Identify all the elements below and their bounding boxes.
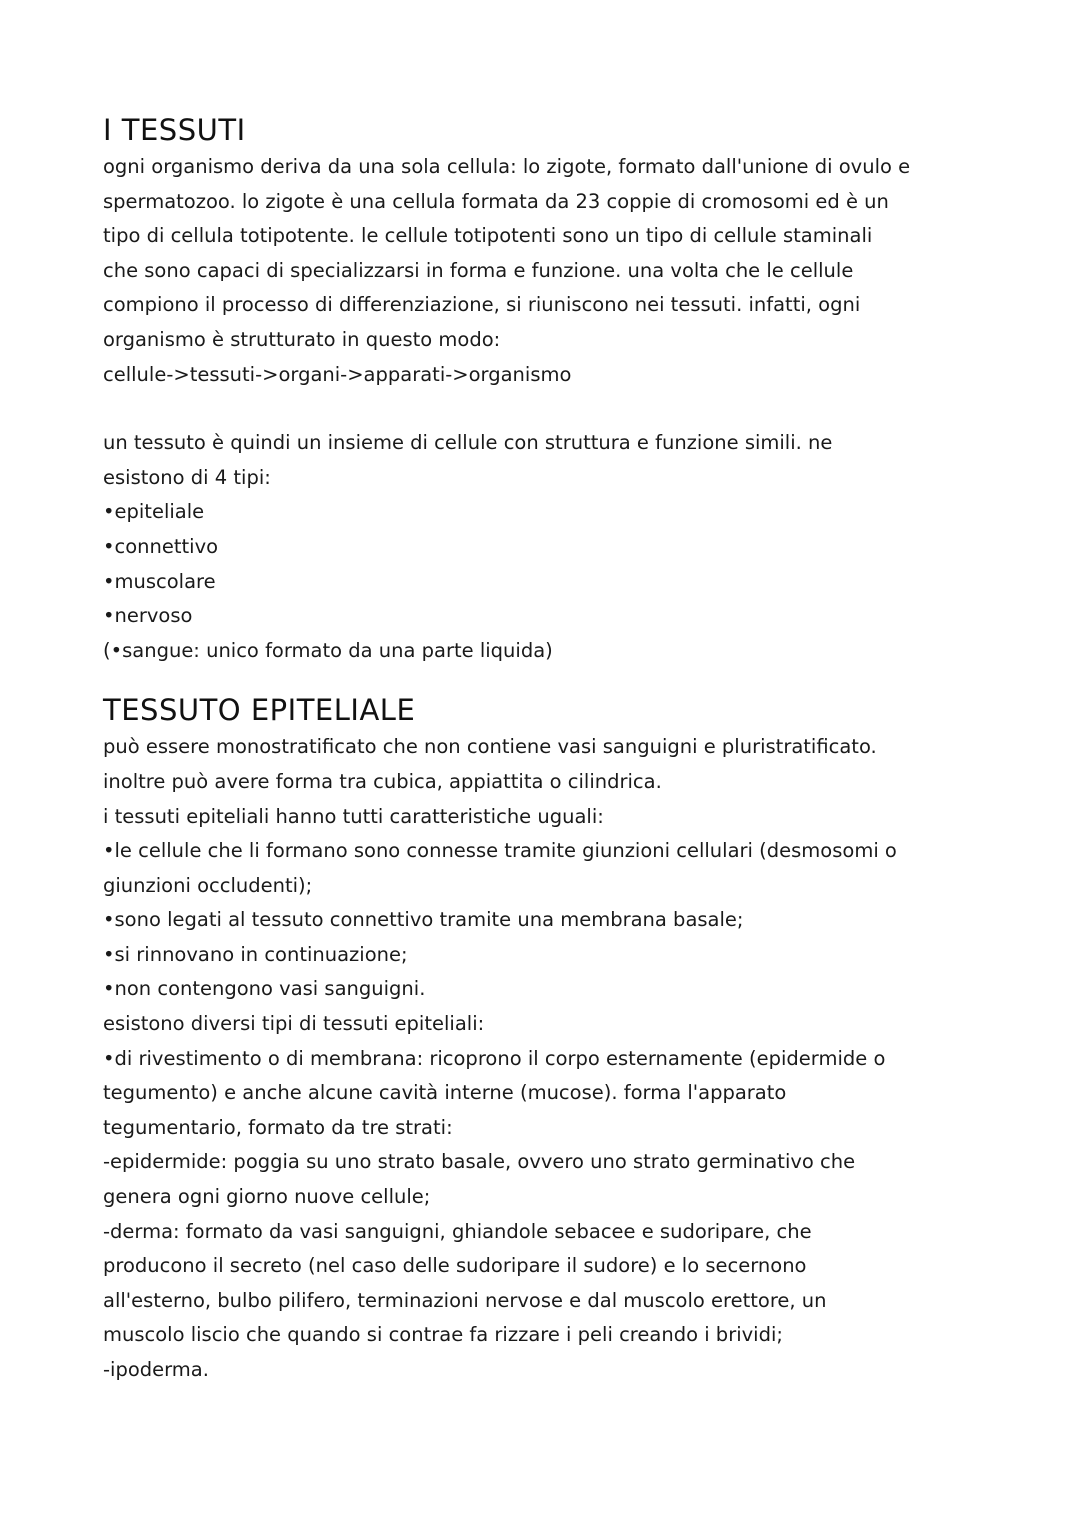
tissue-types-paragraph [103, 426, 983, 668]
text-line: giunzioni occludenti); [103, 873, 313, 897]
text-line: genera ogni giorno nuove cellule; [103, 1185, 431, 1209]
section-spacer [103, 668, 983, 692]
list-item: -derma: formato da vasi sanguigni, ghiandole sebacee e sudoripare, che [103, 1219, 812, 1243]
text-line: muscolo liscio che quando si contrae fa rizzare i peli creando i brividi; [103, 1323, 783, 1347]
list-item: •si rinnovano in continuazione; [103, 942, 408, 966]
text-line: tegumento) e anche alcune cavità interne (mucose). forma l'apparato [103, 1081, 787, 1105]
section-title-tessuto-epiteliale: TESSUTO EPITELIALE [103, 693, 416, 728]
text-line: tegumentario, formato da tre strati: [103, 1115, 453, 1139]
text-line: ogni organismo deriva da una sola cellula: lo zigote, formato dall'unione di ovulo e [103, 155, 911, 178]
list-item: •sono legati al tessuto connettivo tramite una membrana basale; [103, 908, 744, 932]
text-line: che sono capaci di specializzarsi in forma e funzione. una volta che le cellule [103, 258, 854, 282]
text-line: all'esterno, bulbo pilifero, terminazioni nervose e dal muscolo erettore, un [103, 1288, 827, 1312]
text-line: compiono il processo di differenziazione, si riuniscono nei tessuti. infatti, ogni [103, 293, 861, 317]
list-item: •di rivestimento o di membrana: ricoprono il corpo esternamente (epidermide o [103, 1046, 886, 1070]
list-item: •non contengono vasi sanguigni. [103, 977, 426, 1001]
hierarchy-line: cellule->tessuti->organi->apparati->organismo [103, 362, 572, 386]
list-item: -epidermide: poggia su uno strato basale, ovvero uno strato germinativo che [103, 1150, 856, 1174]
list-item: •nervoso [103, 604, 193, 628]
text-line: inoltre può avere forma tra cubica, appiattita o cilindrica. [103, 769, 662, 793]
text-line: esistono di 4 tipi: [103, 465, 271, 489]
text-line: può essere monostratificato che non contiene vasi sanguigni e pluristratificato. [103, 735, 877, 759]
text-line: esistono diversi tipi di tessuti epiteliali: [103, 1012, 485, 1036]
paragraph-spacer [103, 392, 983, 426]
list-item: -ipoderma. [103, 1358, 209, 1381]
list-item: •connettivo [103, 534, 219, 558]
text-line: i tessuti epiteliali hanno tutti caratteristiche uguali: [103, 804, 604, 828]
list-item: •epiteliale [103, 500, 205, 524]
text-line: tipo di cellula totipotente. le cellule totipotenti sono un tipo di cellule staminali [103, 224, 873, 248]
section-title-tessuti: I TESSUTI [103, 113, 246, 147]
intro-paragraph [103, 150, 983, 392]
list-item: •le cellule che li formano sono connesse tramite giunzioni cellulari (desmosomi o [103, 839, 897, 863]
text-line: un tessuto è quindi un insieme di cellule con struttura e funzione simili. ne [103, 431, 833, 455]
list-item: •muscolare [103, 569, 216, 593]
list-item: (•sangue: unico formato da una parte liquida) [103, 638, 553, 662]
epithelial-paragraph [103, 730, 983, 1387]
text-line: producono il secreto (nel caso delle sudoripare il sudore) e lo secernono [103, 1254, 807, 1278]
text-line: spermatozoo. lo zigote è una cellula formata da 23 coppie di cromosomi ed è un [103, 189, 889, 213]
document-body [103, 112, 983, 1388]
text-line: organismo è strutturato in questo modo: [103, 327, 501, 351]
